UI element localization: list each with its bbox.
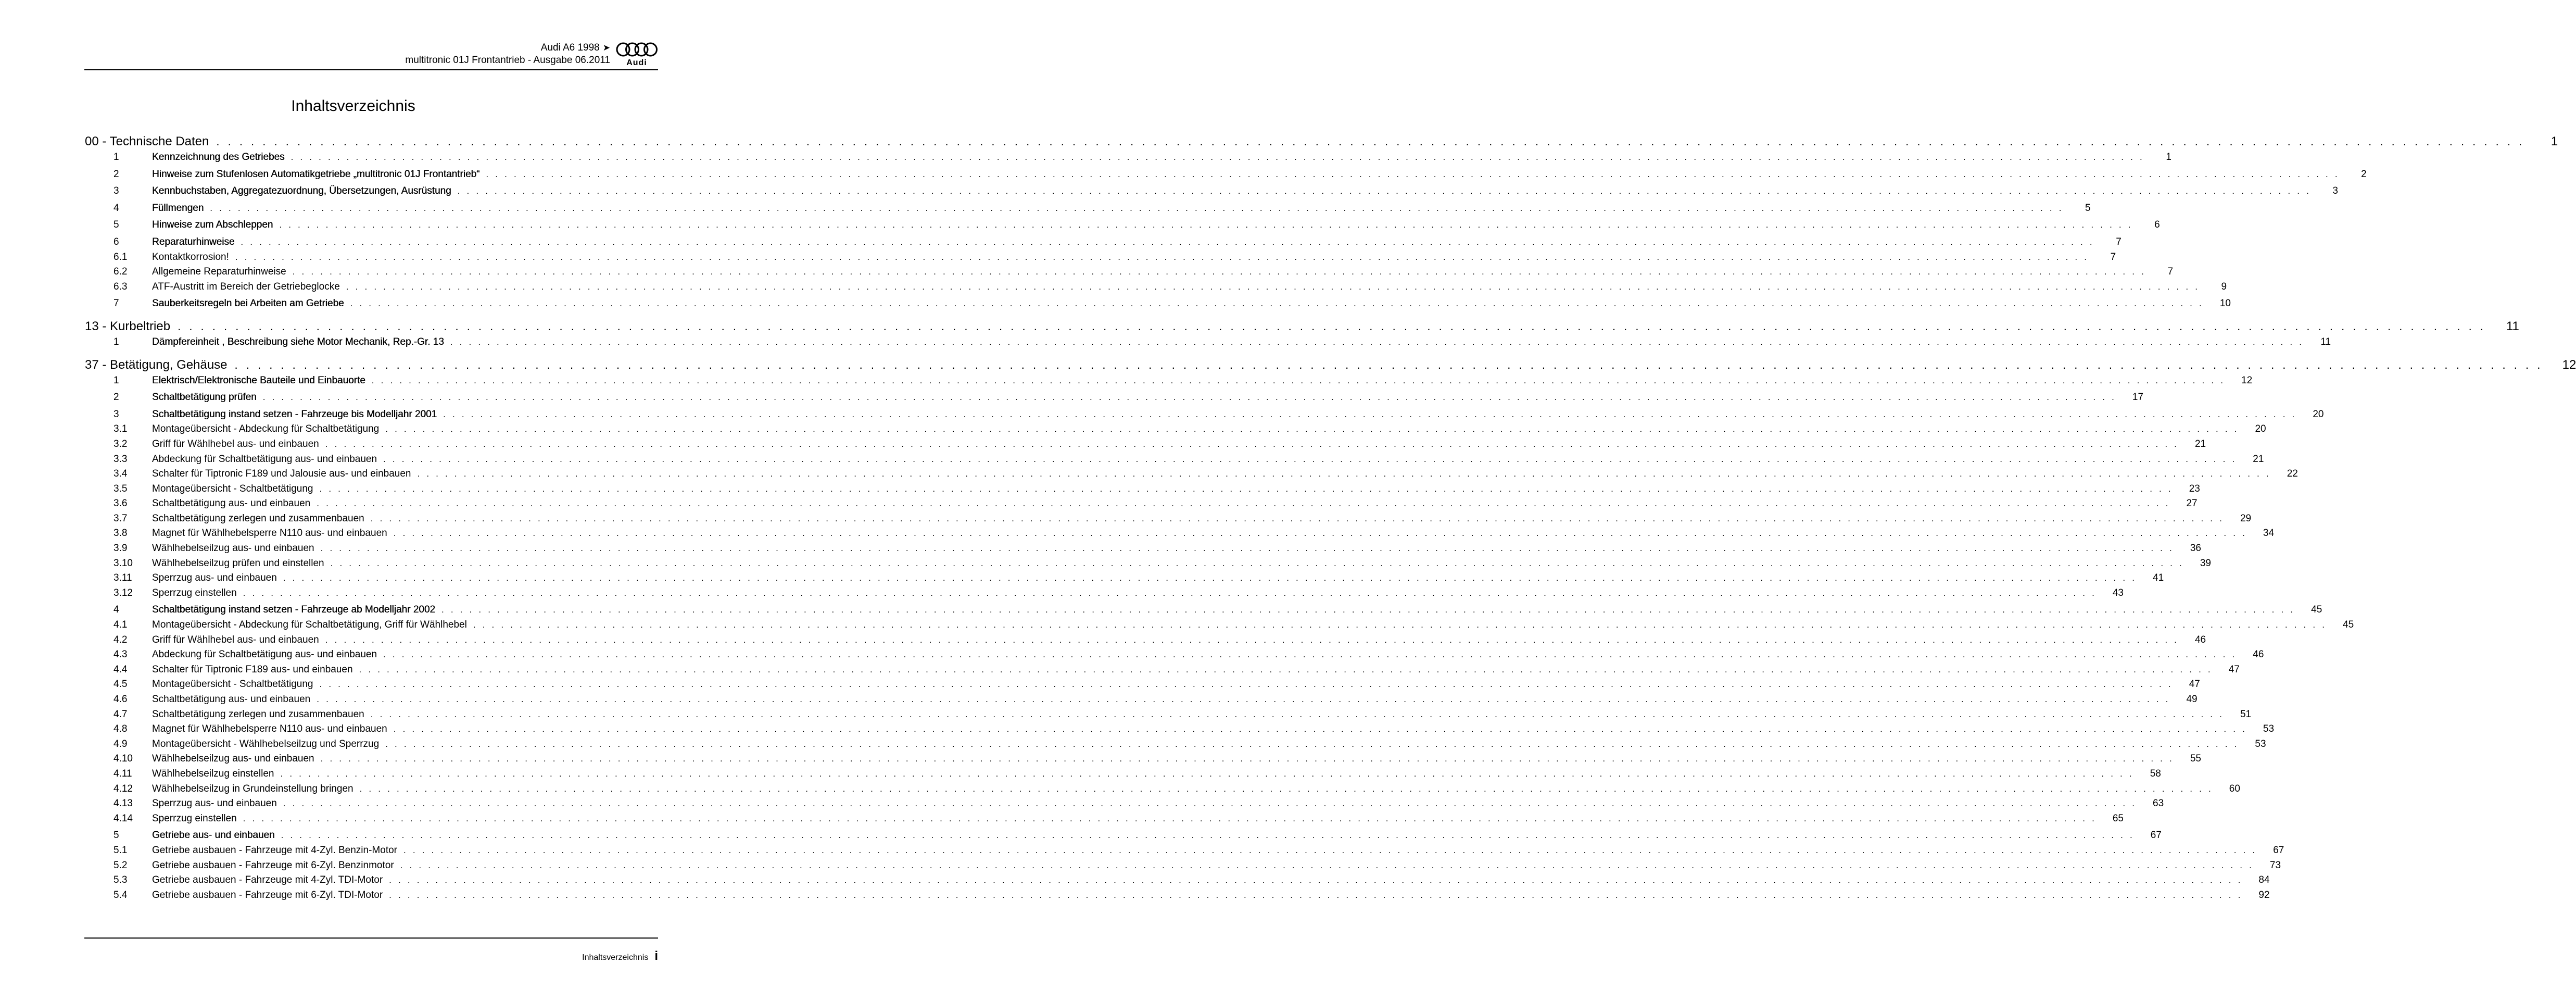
- entry-page-number: 46: [2194, 634, 2206, 645]
- audi-rings-icon: [615, 42, 658, 57]
- page-title: Inhaltsverzeichnis: [291, 97, 415, 115]
- dot-leader: . . . . . . . . . . . . . . . . . . . . . . . . . . . . . . . . . . . . . . . . . . . . . . . . . . . . . . . . . . . . . . . . . . . . . . . . . . . . . . . . . . . . . . . . . . . . . . . . . . . . . . . . . . . . . . . . . . . . . . . . . . . . . . . . . . . . . . . . . . . . . . . . . . . . . . . . . . . . . . . . . . . . . . . . . . . . . . . . . . . . . . . . . . . . . . . . . . . . . . . .: [359, 664, 2213, 674]
- dot-leader: . . . . . . . . . . . . . . . . . . . . . . . . . . . . . . . . . . . . . . . . . . . . . . . . . . . . . . . . . . . . . . . . . . . . . . . . . . . . . . . . . . . . . . . . . . . . . . . . . . . . . . . . . . . . . . . . . . . . . . . . . . . . . . . . . . . . . . . . . . . . . . . . . . . . . . . . . . . . . . . . . . . . . . . . . . . . . . . . . . . . . . . . . . . . . . . . . . . . . . . .: [443, 409, 2297, 419]
- entry-title: Hinweise zum Abschleppen: [152, 219, 273, 231]
- entry-title: ATF-Austritt im Bereich der Getriebeglocke: [152, 281, 340, 292]
- toc-entry[interactable]: [85, 782, 2240, 797]
- entry-number: 3.9: [113, 543, 128, 554]
- entry-title: Schaltbetätigung instand setzen - Fahrzeuge bis Modelljahr 2001: [152, 408, 437, 420]
- entry-number: 3.6: [113, 498, 128, 509]
- entry-page-number: 53: [2255, 738, 2266, 749]
- entry-title: Allgemeine Reparaturhinweise: [152, 266, 286, 278]
- entry-page-number: 60: [2229, 783, 2240, 794]
- entry-page-number: 45: [2311, 604, 2322, 616]
- entry-title: Schaltbetätigung zerlegen und zusammenbauen: [152, 512, 364, 524]
- entry-number: 4.3: [113, 649, 128, 660]
- toc-entry[interactable]: [85, 167, 2367, 182]
- toc-entry[interactable]: [85, 692, 2198, 707]
- toc-entry[interactable]: [85, 677, 2200, 692]
- toc-entry[interactable]: [85, 511, 2252, 527]
- table-of-contents: [85, 133, 2576, 903]
- entry-page-number: 2: [2361, 168, 2367, 180]
- toc-entry[interactable]: [85, 722, 2275, 737]
- entry-title: Elektrisch/Elektronische Bauteile und Einbauorte: [152, 374, 365, 386]
- entry-page-number: 63: [2153, 798, 2164, 809]
- entry-number: 4.8: [113, 723, 128, 735]
- header-text: [405, 42, 610, 67]
- entry-page-number: 67: [2150, 830, 2162, 841]
- dot-leader: . . . . . . . . . . . . . . . . . . . . . . . . . . . . . . . . . . . . . . . . . . . . . . . . . . . . . . . . . . . . . . . . . . . . . . . . . . . . . . . . . . . . . . . . . . . . . . . . . . . . . . . . . . . . . . . . . . . . . . . . . . . . . . . . . . . . . . . . . . . . . . . . . . . . . . . . . . . . . . . . . . . . . . . . . . . . . . . . . . . . . . . . . . . . . . . . . . . . . . . .: [283, 573, 2137, 583]
- entry-page-number: 11: [2320, 336, 2331, 347]
- entry-page-number: 7: [2110, 251, 2116, 262]
- toc-entry[interactable]: [85, 280, 2227, 295]
- toc-entry[interactable]: [85, 586, 2124, 601]
- audi-logo: [615, 42, 658, 69]
- entry-number: 3.3: [113, 453, 128, 465]
- dot-leader: . . . . . . . . . . . . . . . . . . . . . . . . . . . . . . . . . . . . . . . . . . . . . . . . . . . . . . . . . . . . . . . . . . . . . . . . . . . . . . . . . . . . . . . . . . . . . . . . . . . . . . . . . . . . . . . . . . . . . . . . . . . . . . . . . . . . . . . . . . . . . . . . . . . . . . . . . . . . . . . . . . . . . . . . . . . . . . . . . . . . . . . . . . . . . . . . . . . . . . . .: [262, 392, 2117, 403]
- dot-leader: . . . . . . . . . . . . . . . . . . . . . . . . . . . . . . . . . . . . . . . . . . . . . . . . . . . . . . . . . . . . . . . . . . . . . . . . . . . . . . . . . . . . . . . . . . . . . . . . . . . . . . . . . . . . . . . . . . . . . . . . . . . . . . . . . . . . . . . . . . . . . . . . . . . . . . . . . . . . . . . . . . . . . . . . . . . . . . . . . . . . . . . . . . . . . . . . . . . . . . . .: [279, 220, 2133, 230]
- entry-page-number: 10: [2219, 298, 2231, 309]
- dot-leader: . . . . . . . . . . . . . . . . . . . . . . . . . . . . . . . . . . . . . . . . . . . . . . . . . . . . . . . . . . . . . . . . . . . . . . . . . . . . . . . . . . . . . . . . . . . . . . . . . . . . . . . . . . . . . . . . . . . . . . . . . . . . . . . . . . . . . . . . . . . . . . . . . . . . . . . . . . . . . . . . . . . . . . . . . . . . . . . . . . . . . . . . . . . . . . . . . . . . . . . .: [216, 135, 2525, 148]
- entry-page-number: 20: [2255, 423, 2266, 435]
- toc-entry[interactable]: [85, 390, 2144, 405]
- entry-title: Dämpfereinheit , Beschreibung siehe Motor Mechanik, Rep.-Gr. 13: [152, 336, 444, 347]
- entry-number: 4: [113, 604, 119, 616]
- toc-entry[interactable]: [85, 526, 2275, 541]
- dot-leader: . . . . . . . . . . . . . . . . . . . . . . . . . . . . . . . . . . . . . . . . . . . . . . . . . . . . . . . . . . . . . . . . . . . . . . . . . . . . . . . . . . . . . . . . . . . . . . . . . . . . . . . . . . . . . . . . . . . . . . . . . . . . . . . . . . . . . . . . . . . . . . . . . . . . . . . . . . . . . . . . . . . . . . . . . . . . . . . . . . . . . . . . . . . . . . . . . . . . . . . .: [400, 860, 2254, 870]
- dot-leader: . . . . . . . . . . . . . . . . . . . . . . . . . . . . . . . . . . . . . . . . . . . . . . . . . . . . . . . . . . . . . . . . . . . . . . . . . . . . . . . . . . . . . . . . . . . . . . . . . . . . . . . . . . . . . . . . . . . . . . . . . . . . . . . . . . . . . . . . . . . . . . . . . . . . . . . . . . . . . . . . . . . . . . . . . . . . . . . . . . . . . . . . . . . . . . . . . . . . . . . .: [393, 528, 2247, 539]
- entry-page-number: 41: [2153, 572, 2164, 584]
- dot-leader: . . . . . . . . . . . . . . . . . . . . . . . . . . . . . . . . . . . . . . . . . . . . . . . . . . . . . . . . . . . . . . . . . . . . . . . . . . . . . . . . . . . . . . . . . . . . . . . . . . . . . . . . . . . . . . . . . . . . . . . . . . . . . . . . . . . . . . . . . . . . . . . . . . . . . . . . . . . . . . . . . . . . . . . . . . . . . . . . . . . . . . . . . . . . . . . . . . . . . . . .: [280, 768, 2134, 779]
- entry-title: Montageübersicht - Abdeckung für Schaltbetätigung, Griff für Wählhebel: [152, 619, 467, 631]
- dot-leader: . . . . . . . . . . . . . . . . . . . . . . . . . . . . . . . . . . . . . . . . . . . . . . . . . . . . . . . . . . . . . . . . . . . . . . . . . . . . . . . . . . . . . . . . . . . . . . . . . . . . . . . . . . . . . . . . . . . . . . . . . . . . . . . . . . . . . . . . . . . . . . . . . . . . . . . . . . . . . . . . . . . . . . . . . . . . . . . . . . . . . . . . . . . . . . . . . . . . . . . .: [486, 169, 2340, 179]
- entry-number: 2: [113, 168, 119, 180]
- entry-page-number: 17: [2132, 392, 2144, 403]
- audi-wordmark: Audi: [626, 58, 647, 67]
- toc-entry[interactable]: [85, 335, 2331, 350]
- toc-entry[interactable]: [85, 296, 2231, 311]
- entry-number: 4.12: [113, 783, 133, 794]
- dot-leader: . . . . . . . . . . . . . . . . . . . . . . . . . . . . . . . . . . . . . . . . . . . . . . . . . . . . . . . . . . . . . . . . . . . . . . . . . . . . . . . . . . . . . . . . . . . . . . . . . . . . . . . . . . . . . . . . . . . . . . . . . . . . . . . . . . . . . . . . . . . . . . . . . . . . . . . . . . . . . . . . . . . . . . . . . . . . . . . . . . . . . . . . . . . . . . . . . . . . . . . .: [320, 754, 2174, 764]
- toc-entry[interactable]: [85, 811, 2124, 827]
- entry-title: Schaltbetätigung aus- und einbauen: [152, 498, 311, 509]
- entry-page-number: 65: [2112, 813, 2124, 824]
- dot-leader: . . . . . . . . . . . . . . . . . . . . . . . . . . . . . . . . . . . . . . . . . . . . . . . . . . . . . . . . . . . . . . . . . . . . . . . . . . . . . . . . . . . . . . . . . . . . . . . . . . . . . . . . . . . . . . . . . . . . . . . . . . . . . . . . . . . . . . . . . . . . . . . . . . . . . . . . . . . . . . . . . . . . . . . . . . . . . . . . . . . . . . . . . . . . . . . . . . . . . . . .: [325, 439, 2179, 449]
- entry-number: 4.4: [113, 664, 128, 675]
- toc-entry[interactable]: [85, 603, 2322, 618]
- dot-leader: . . . . . . . . . . . . . . . . . . . . . . . . . . . . . . . . . . . . . . . . . . . . . . . . . . . . . . . . . . . . . . . . . . . . . . . . . . . . . . . . . . . . . . . . . . . . . . . . . . . . . . . . . . . . . . . . . . . . . . . . . . . . . . . . . . . . . . . . . . . . . . . . . . . . . . . . . . . . . . . . . . . . . . . . . . . . . . . . . . . . . . . . . . . . . . . . . . . . . . . .: [385, 739, 2239, 749]
- entry-number: 5: [113, 219, 119, 231]
- entry-title: Getriebe ausbauen - Fahrzeuge mit 6-Zyl. TDI-Motor: [152, 889, 383, 901]
- dot-leader: . . . . . . . . . . . . . . . . . . . . . . . . . . . . . . . . . . . . . . . . . . . . . . . . . . . . . . . . . . . . . . . . . . . . . . . . . . . . . . . . . . . . . . . . . . . . . . . . . . . . . . . . . . . . . . . . . . . . . . . . . . . . . . . . . . . . . . . . . . . . . . . . . . . . . . . . . . . . . . . . . . . . . . . . . . . . . . . . . . . . . . . . . . . . . . . . . . . . . . . .: [291, 152, 2144, 162]
- dot-leader: . . . . . . . . . . . . . . . . . . . . . . . . . . . . . . . . . . . . . . . . . . . . . . . . . . . . . . . . . . . . . . . . . . . . . . . . . . . . . . . . . . . . . . . . . . . . . . . . . . . . . . . . . . . . . . . . . . . . . . . . . . . . . . . . . . . . . . . . . . . . . . . . . . . . . . . . . . . . . . . . . . . . . . . . . . . . . . . . . . . . . . . . . . . . . . . . . . . . . . . .: [383, 649, 2237, 660]
- toc-entry[interactable]: [85, 184, 2338, 199]
- entry-number: 4.2: [113, 634, 128, 645]
- toc-entry[interactable]: [85, 843, 2284, 858]
- dot-leader: . . . . . . . . . . . . . . . . . . . . . . . . . . . . . . . . . . . . . . . . . . . . . . . . . . . . . . . . . . . . . . . . . . . . . . . . . . . . . . . . . . . . . . . . . . . . . . . . . . . . . . . . . . . . . . . . . . . . . . . . . . . . . . . . . . . . . . . . . . . . . . . . . . . . . . . . . . . . . . . . . . . . . . . . . . . . . . . . . . . . . . . . . . . . . . . . . . . . . . . .: [178, 319, 2486, 333]
- toc-entry[interactable]: [85, 422, 2266, 437]
- chapter-title: 37 - Betätigung, Gehäuse: [85, 357, 228, 372]
- entry-number: 6.2: [113, 266, 128, 278]
- entry-page-number: 36: [2190, 543, 2201, 554]
- entry-title: Kennbuchstaben, Aggregatezuordnung, Übersetzungen, Ausrüstung: [152, 185, 451, 197]
- dot-leader: . . . . . . . . . . . . . . . . . . . . . . . . . . . . . . . . . . . . . . . . . . . . . . . . . . . . . . . . . . . . . . . . . . . . . . . . . . . . . . . . . . . . . . . . . . . . . . . . . . . . . . . . . . . . . . . . . . . . . . . . . . . . . . . . . . . . . . . . . . . . . . . . . . . . . . . . . . . . . . . . . . . . . . . . . . . . . . . . . . . . . . . . . . . . . . . . . . . . . . . .: [389, 875, 2243, 885]
- page-header: [84, 42, 658, 69]
- toc-entry[interactable]: [85, 737, 2266, 752]
- header-model-line: [405, 42, 610, 54]
- entry-title: Wählhebelseilzug aus- und einbauen: [152, 753, 314, 765]
- entry-number: 4.11: [113, 768, 132, 779]
- entry-title: Schaltbetätigung instand setzen - Fahrzeuge ab Modelljahr 2002: [152, 604, 435, 616]
- dot-leader: . . . . . . . . . . . . . . . . . . . . . . . . . . . . . . . . . . . . . . . . . . . . . . . . . . . . . . . . . . . . . . . . . . . . . . . . . . . . . . . . . . . . . . . . . . . . . . . . . . . . . . . . . . . . . . . . . . . . . . . . . . . . . . . . . . . . . . . . . . . . . . . . . . . . . . . . . . . . . . . . . . . . . . . . . . . . . . . . . . . . . . . . . . . . . . . . . . . . . . . .: [350, 298, 2204, 309]
- dot-leader: . . . . . . . . . . . . . . . . . . . . . . . . . . . . . . . . . . . . . . . . . . . . . . . . . . . . . . . . . . . . . . . . . . . . . . . . . . . . . . . . . . . . . . . . . . . . . . . . . . . . . . . . . . . . . . . . . . . . . . . . . . . . . . . . . . . . . . . . . . . . . . . . . . . . . . . . . . . . . . . . . . . . . . . . . . . . . . . . . . . . . . . . . . . . . . . . . . . . . . . .: [393, 724, 2247, 734]
- toc-entry[interactable]: [85, 482, 2200, 497]
- header-subtitle: multitronic 01J Frontantrieb - Ausgabe 06.2011: [405, 55, 610, 66]
- toc-entry[interactable]: [85, 873, 2270, 888]
- entry-page-number: 21: [2253, 453, 2264, 465]
- entry-number: 3.7: [113, 512, 128, 524]
- toc-entry[interactable]: [85, 496, 2198, 511]
- dot-leader: . . . . . . . . . . . . . . . . . . . . . . . . . . . . . . . . . . . . . . . . . . . . . . . . . . . . . . . . . . . . . . . . . . . . . . . . . . . . . . . . . . . . . . . . . . . . . . . . . . . . . . . . . . . . . . . . . . . . . . . . . . . . . . . . . . . . . . . . . . . . . . . . . . . . . . . . . . . . . . . . . . . . . . . . . . . . . . . . . . . . . . . . . . . . . . . . . . . . . . . .: [370, 513, 2225, 523]
- entry-title: Wählhebelseilzug einstellen: [152, 768, 274, 779]
- entry-page-number: 58: [2150, 768, 2161, 779]
- toc-entry[interactable]: [85, 437, 2206, 452]
- toc-entry[interactable]: [85, 767, 2161, 782]
- entry-number: 3: [113, 408, 119, 420]
- entry-title: Abdeckung für Schaltbetätigung aus- und einbauen: [152, 649, 377, 660]
- entry-number: 3.5: [113, 483, 128, 494]
- entry-title: Füllmengen: [152, 202, 204, 214]
- toc-entry[interactable]: [85, 707, 2252, 722]
- entry-number: 4.14: [113, 813, 133, 824]
- entry-title: Getriebe ausbauen - Fahrzeuge mit 4-Zyl. TDI-Motor: [152, 874, 383, 886]
- chapter-title: 00 - Technische Daten: [85, 134, 209, 148]
- entry-title: Schaltbetätigung aus- und einbauen: [152, 694, 311, 705]
- entry-title: Reparaturhinweise: [152, 236, 235, 247]
- toc-entry[interactable]: [85, 218, 2160, 233]
- entry-title: Griff für Wählhebel aus- und einbauen: [152, 634, 319, 645]
- entry-number: 4.13: [113, 798, 133, 809]
- header-arrow-icon: ➤: [602, 43, 610, 53]
- entry-title: Abdeckung für Schaltbetätigung aus- und einbauen: [152, 453, 377, 465]
- entry-title: Wählhebelseilzug in Grundeinstellung bringen: [152, 783, 353, 794]
- toc-entry[interactable]: [85, 373, 2253, 389]
- entry-title: Schalter für Tiptronic F189 aus- und einbauen: [152, 664, 353, 675]
- header-divider: [84, 69, 658, 70]
- entry-page-number: 9: [2221, 281, 2227, 292]
- entry-number: 3.8: [113, 528, 128, 539]
- entry-title: Sperrzug einstellen: [152, 813, 237, 824]
- entry-number: 6.1: [113, 251, 128, 262]
- entry-number: 5.2: [113, 859, 128, 871]
- entry-title: Getriebe ausbauen - Fahrzeuge mit 4-Zyl. Benzin-Motor: [152, 844, 397, 856]
- entry-number: 4.9: [113, 738, 128, 749]
- entry-number: 1: [113, 152, 119, 162]
- dot-leader: . . . . . . . . . . . . . . . . . . . . . . . . . . . . . . . . . . . . . . . . . . . . . . . . . . . . . . . . . . . . . . . . . . . . . . . . . . . . . . . . . . . . . . . . . . . . . . . . . . . . . . . . . . . . . . . . . . . . . . . . . . . . . . . . . . . . . . . . . . . . . . . . . . . . . . . . . . . . . . . . . . . . . . . . . . . . . . . . . . . . . . . . . . . . . . . . . . . . . . . .: [417, 469, 2271, 479]
- dot-leader: . . . . . . . . . . . . . . . . . . . . . . . . . . . . . . . . . . . . . . . . . . . . . . . . . . . . . . . . . . . . . . . . . . . . . . . . . . . . . . . . . . . . . . . . . . . . . . . . . . . . . . . . . . . . . . . . . . . . . . . . . . . . . . . . . . . . . . . . . . . . . . . . . . . . . . . . . . . . . . . . . . . . . . . . . . . . . . . . . . . . . . . . . . . . . . . . . . . . . . . .: [385, 424, 2239, 434]
- entry-number: 5.3: [113, 874, 128, 886]
- entry-number: 7: [113, 298, 119, 309]
- toc-entry[interactable]: [85, 541, 2201, 556]
- entry-page-number: 22: [2287, 468, 2298, 480]
- entry-page-number: 29: [2240, 512, 2252, 524]
- entry-title: Sperrzug einstellen: [152, 587, 237, 598]
- toc-entry[interactable]: [85, 662, 2240, 678]
- entry-page-number: 84: [2258, 874, 2270, 886]
- dot-leader: . . . . . . . . . . . . . . . . . . . . . . . . . . . . . . . . . . . . . . . . . . . . . . . . . . . . . . . . . . . . . . . . . . . . . . . . . . . . . . . . . . . . . . . . . . . . . . . . . . . . . . . . . . . . . . . . . . . . . . . . . . . . . . . . . . . . . . . . . . . . . . . . . . . . . . . . . . . . . . . . . . . . . . . . . . . . . . . . . . . . . . . . . . . . . . . . . . . . . . . .: [243, 588, 2097, 598]
- dot-leader: . . . . . . . . . . . . . . . . . . . . . . . . . . . . . . . . . . . . . . . . . . . . . . . . . . . . . . . . . . . . . . . . . . . . . . . . . . . . . . . . . . . . . . . . . . . . . . . . . . . . . . . . . . . . . . . . . . . . . . . . . . . . . . . . . . . . . . . . . . . . . . . . . . . . . . . . . . . . . . . . . . . . . . . . . . . . . . . . . . . . . . . . . . . . . . . . . . . . . . . .: [450, 336, 2304, 347]
- entry-title: Montageübersicht - Wählhebelseilzug und Sperrzug: [152, 738, 380, 749]
- entry-page-number: 7: [2116, 236, 2122, 247]
- dot-leader: . . . . . . . . . . . . . . . . . . . . . . . . . . . . . . . . . . . . . . . . . . . . . . . . . . . . . . . . . . . . . . . . . . . . . . . . . . . . . . . . . . . . . . . . . . . . . . . . . . . . . . . . . . . . . . . . . . . . . . . . . . . . . . . . . . . . . . . . . . . . . . . . . . . . . . . . . . . . . . . . . . . . . . . . . . . . . . . . . . . . . . . . . . . . . . . . . . . . . . . .: [281, 830, 2135, 841]
- toc-entry[interactable]: [85, 571, 2164, 586]
- toc-entry[interactable]: [85, 796, 2164, 811]
- header-model: Audi A6 1998: [540, 42, 600, 53]
- entry-title: Hinweise zum Stufenlosen Automatikgetriebe „multitronic 01J Frontantrieb“: [152, 168, 480, 180]
- toc-entry[interactable]: [85, 407, 2324, 422]
- toc-chapter[interactable]: [85, 356, 2576, 373]
- dot-leader: . . . . . . . . . . . . . . . . . . . . . . . . . . . . . . . . . . . . . . . . . . . . . . . . . . . . . . . . . . . . . . . . . . . . . . . . . . . . . . . . . . . . . . . . . . . . . . . . . . . . . . . . . . . . . . . . . . . . . . . . . . . . . . . . . . . . . . . . . . . . . . . . . . . . . . . . . . . . . . . . . . . . . . . . . . . . . . . . . . . . . . . . . . . . . . . . . . . . . . . .: [243, 813, 2097, 823]
- entry-number: 3.12: [113, 587, 133, 598]
- toc-entry[interactable]: [85, 201, 2091, 216]
- entry-page-number: 6: [2154, 219, 2160, 231]
- entry-page-number: 27: [2186, 498, 2198, 509]
- entry-number: 1: [113, 336, 119, 347]
- toc-entry[interactable]: [85, 556, 2211, 571]
- entry-title: Schaltbetätigung prüfen: [152, 392, 257, 403]
- entry-page-number: 73: [2269, 859, 2281, 871]
- dot-leader: . . . . . . . . . . . . . . . . . . . . . . . . . . . . . . . . . . . . . . . . . . . . . . . . . . . . . . . . . . . . . . . . . . . . . . . . . . . . . . . . . . . . . . . . . . . . . . . . . . . . . . . . . . . . . . . . . . . . . . . . . . . . . . . . . . . . . . . . . . . . . . . . . . . . . . . . . . . . . . . . . . . . . . . . . . . . . . . . . . . . . . . . . . . . . . . . . . . . . . . .: [283, 798, 2137, 809]
- toc-entry[interactable]: [85, 250, 2116, 265]
- entry-title: Montageübersicht - Schaltbetätigung: [152, 483, 313, 494]
- toc-entry[interactable]: [85, 150, 2171, 165]
- entry-title: Wählhebelseilzug aus- und einbauen: [152, 543, 314, 554]
- entry-page-number: 46: [2253, 649, 2264, 660]
- entry-number: 6: [113, 236, 119, 247]
- entry-page-number: 51: [2240, 708, 2252, 720]
- entry-number: 6.3: [113, 281, 128, 292]
- dot-leader: . . . . . . . . . . . . . . . . . . . . . . . . . . . . . . . . . . . . . . . . . . . . . . . . . . . . . . . . . . . . . . . . . . . . . . . . . . . . . . . . . . . . . . . . . . . . . . . . . . . . . . . . . . . . . . . . . . . . . . . . . . . . . . . . . . . . . . . . . . . . . . . . . . . . . . . . . . . . . . . . . . . . . . . . . . . . . . . . . . . . . . . . . . . . . . . . . . . . . . . .: [325, 634, 2179, 645]
- dot-leader: . . . . . . . . . . . . . . . . . . . . . . . . . . . . . . . . . . . . . . . . . . . . . . . . . . . . . . . . . . . . . . . . . . . . . . . . . . . . . . . . . . . . . . . . . . . . . . . . . . . . . . . . . . . . . . . . . . . . . . . . . . . . . . . . . . . . . . . . . . . . . . . . . . . . . . . . . . . . . . . . . . . . . . . . . . . . . . . . . . . . . . . . . . . . . . . . . . . . . . . .: [317, 498, 2170, 509]
- entry-title: Magnet für Wählhebelsperre N110 aus- und einbauen: [152, 723, 387, 735]
- entry-page-number: 1: [2166, 152, 2171, 162]
- entry-title: Montageübersicht - Abdeckung für Schaltbetätigung: [152, 423, 380, 435]
- toc-entry[interactable]: [85, 858, 2281, 873]
- entry-page-number: 67: [2273, 844, 2284, 856]
- toc-entry[interactable]: [85, 452, 2264, 467]
- footer-label: Inhaltsverzeichnis: [582, 953, 649, 962]
- entry-page-number: 92: [2258, 889, 2270, 901]
- entry-title: Getriebe ausbauen - Fahrzeuge mit 6-Zyl. Benzinmotor: [152, 859, 394, 871]
- entry-number: 4.5: [113, 679, 128, 690]
- entry-page-number: 23: [2189, 483, 2200, 494]
- entry-page-number: 7: [2167, 266, 2174, 278]
- entry-number: 3.11: [113, 572, 132, 584]
- dot-leader: . . . . . . . . . . . . . . . . . . . . . . . . . . . . . . . . . . . . . . . . . . . . . . . . . . . . . . . . . . . . . . . . . . . . . . . . . . . . . . . . . . . . . . . . . . . . . . . . . . . . . . . . . . . . . . . . . . . . . . . . . . . . . . . . . . . . . . . . . . . . . . . . . . . . . . . . . . . . . . . . . . . . . . . . . . . . . . . . . . . . . . . . . . . . . . . . . . . . . . . .: [330, 558, 2184, 568]
- dot-leader: . . . . . . . . . . . . . . . . . . . . . . . . . . . . . . . . . . . . . . . . . . . . . . . . . . . . . . . . . . . . . . . . . . . . . . . . . . . . . . . . . . . . . . . . . . . . . . . . . . . . . . . . . . . . . . . . . . . . . . . . . . . . . . . . . . . . . . . . . . . . . . . . . . . . . . . . . . . . . . . . . . . . . . . . . . . . . . . . . . . . . . . . . . . . . . . . . . . . . . . .: [441, 605, 2295, 615]
- toc-chapter[interactable]: [85, 133, 2558, 150]
- footer-divider: [84, 938, 658, 939]
- dot-leader: . . . . . . . . . . . . . . . . . . . . . . . . . . . . . . . . . . . . . . . . . . . . . . . . . . . . . . . . . . . . . . . . . . . . . . . . . . . . . . . . . . . . . . . . . . . . . . . . . . . . . . . . . . . . . . . . . . . . . . . . . . . . . . . . . . . . . . . . . . . . . . . . . . . . . . . . . . . . . . . . . . . . . . . . . . . . . . . . . . . . . . . . . . . . . . . . . . . . . . . .: [383, 454, 2237, 464]
- toc-entry[interactable]: [85, 633, 2206, 648]
- entry-page-number: 55: [2190, 753, 2201, 765]
- entry-page-number: 34: [2263, 528, 2275, 539]
- chapter-title: 13 - Kurbeltrieb: [85, 319, 171, 333]
- entry-title: Sperrzug aus- und einbauen: [152, 798, 277, 809]
- entry-title: Magnet für Wählhebelsperre N110 aus- und einbauen: [152, 528, 387, 539]
- entry-number: 3.2: [113, 438, 128, 449]
- entry-title: Sperrzug aus- und einbauen: [152, 572, 277, 584]
- toc-entry[interactable]: [85, 752, 2201, 767]
- dot-leader: . . . . . . . . . . . . . . . . . . . . . . . . . . . . . . . . . . . . . . . . . . . . . . . . . . . . . . . . . . . . . . . . . . . . . . . . . . . . . . . . . . . . . . . . . . . . . . . . . . . . . . . . . . . . . . . . . . . . . . . . . . . . . . . . . . . . . . . . . . . . . . . . . . . . . . . . . . . . . . . . . . . . . . . . . . . . . . . . . . . . . . . . . . . . . . . . . . . . . . . .: [457, 186, 2311, 196]
- dot-leader: . . . . . . . . . . . . . . . . . . . . . . . . . . . . . . . . . . . . . . . . . . . . . . . . . . . . . . . . . . . . . . . . . . . . . . . . . . . . . . . . . . . . . . . . . . . . . . . . . . . . . . . . . . . . . . . . . . . . . . . . . . . . . . . . . . . . . . . . . . . . . . . . . . . . . . . . . . . . . . . . . . . . . . . . . . . . . . . . . . . . . . . . . . . . . . . . . . . . . . . .: [389, 890, 2243, 900]
- entry-title: Kontaktkorrosion!: [152, 251, 229, 262]
- entry-title: Getriebe aus- und einbauen: [152, 830, 275, 841]
- entry-page-number: 3: [2332, 185, 2338, 197]
- toc-entry[interactable]: [85, 647, 2264, 662]
- dot-leader: . . . . . . . . . . . . . . . . . . . . . . . . . . . . . . . . . . . . . . . . . . . . . . . . . . . . . . . . . . . . . . . . . . . . . . . . . . . . . . . . . . . . . . . . . . . . . . . . . . . . . . . . . . . . . . . . . . . . . . . . . . . . . . . . . . . . . . . . . . . . . . . . . . . . . . . . . . . . . . . . . . . . . . . . . . . . . . . . . . . . . . . . . . . . . . . . . . . . . . . .: [403, 845, 2257, 855]
- dot-leader: . . . . . . . . . . . . . . . . . . . . . . . . . . . . . . . . . . . . . . . . . . . . . . . . . . . . . . . . . . . . . . . . . . . . . . . . . . . . . . . . . . . . . . . . . . . . . . . . . . . . . . . . . . . . . . . . . . . . . . . . . . . . . . . . . . . . . . . . . . . . . . . . . . . . . . . . . . . . . . . . . . . . . . . . . . . . . . . . . . . . . . . . . . . . . . . . . . . . . . . .: [319, 679, 2173, 690]
- entry-page-number: 43: [2112, 587, 2124, 598]
- toc-entry[interactable]: [85, 467, 2298, 482]
- entry-number: 1: [113, 374, 119, 386]
- entry-number: 3.10: [113, 557, 133, 569]
- dot-leader: . . . . . . . . . . . . . . . . . . . . . . . . . . . . . . . . . . . . . . . . . . . . . . . . . . . . . . . . . . . . . . . . . . . . . . . . . . . . . . . . . . . . . . . . . . . . . . . . . . . . . . . . . . . . . . . . . . . . . . . . . . . . . . . . . . . . . . . . . . . . . . . . . . . . . . . . . . . . . . . . . . . . . . . . . . . . . . . . . . . . . . . . . . . . . . . . . . . . . . . .: [319, 483, 2173, 494]
- entry-page-number: 39: [2200, 557, 2211, 569]
- entry-title: Wählhebelseilzug prüfen und einstellen: [152, 557, 324, 569]
- dot-leader: . . . . . . . . . . . . . . . . . . . . . . . . . . . . . . . . . . . . . . . . . . . . . . . . . . . . . . . . . . . . . . . . . . . . . . . . . . . . . . . . . . . . . . . . . . . . . . . . . . . . . . . . . . . . . . . . . . . . . . . . . . . . . . . . . . . . . . . . . . . . . . . . . . . . . . . . . . . . . . . . . . . . . . . . . . . . . . . . . . . . . . . . . . . . . . . . . . . . . . . .: [235, 252, 2089, 262]
- chapter-page-number: 12: [2562, 357, 2576, 372]
- entry-title: Schalter für Tiptronic F189 und Jalousie aus- und einbauen: [152, 468, 411, 480]
- dot-leader: . . . . . . . . . . . . . . . . . . . . . . . . . . . . . . . . . . . . . . . . . . . . . . . . . . . . . . . . . . . . . . . . . . . . . . . . . . . . . . . . . . . . . . . . . . . . . . . . . . . . . . . . . . . . . . . . . . . . . . . . . . . . . . . . . . . . . . . . . . . . . . . . . . . . . . . . . . . . . . . . . . . . . . . . . . . . . . . . . . . . . . . . . . . . . . . . . . . . . . . .: [210, 203, 2064, 213]
- entry-page-number: 53: [2263, 723, 2275, 735]
- entry-number: 5.4: [113, 889, 128, 901]
- entry-title: Griff für Wählhebel aus- und einbauen: [152, 438, 319, 449]
- dot-leader: . . . . . . . . . . . . . . . . . . . . . . . . . . . . . . . . . . . . . . . . . . . . . . . . . . . . . . . . . . . . . . . . . . . . . . . . . . . . . . . . . . . . . . . . . . . . . . . . . . . . . . . . . . . . . . . . . . . . . . . . . . . . . . . . . . . . . . . . . . . . . . . . . . . . . . . . . . . . . . . . . . . . . . . . . . . . . . . . . . . . . . . . . . . . . . . . . . . . . . . .: [234, 358, 2543, 371]
- toc-entry[interactable]: [85, 828, 2162, 843]
- entry-number: 3.4: [113, 468, 128, 480]
- footer-page-number: i: [654, 949, 658, 963]
- toc-entry[interactable]: [85, 618, 2354, 633]
- toc-entry[interactable]: [85, 888, 2270, 903]
- entry-page-number: 20: [2313, 408, 2324, 420]
- dot-leader: . . . . . . . . . . . . . . . . . . . . . . . . . . . . . . . . . . . . . . . . . . . . . . . . . . . . . . . . . . . . . . . . . . . . . . . . . . . . . . . . . . . . . . . . . . . . . . . . . . . . . . . . . . . . . . . . . . . . . . . . . . . . . . . . . . . . . . . . . . . . . . . . . . . . . . . . . . . . . . . . . . . . . . . . . . . . . . . . . . . . . . . . . . . . . . . . . . . . . . . .: [370, 709, 2225, 719]
- entry-number: 5.1: [113, 844, 128, 856]
- toc-entry[interactable]: [85, 235, 2122, 250]
- entry-title: Schaltbetätigung zerlegen und zusammenbauen: [152, 708, 364, 720]
- entry-number: 4.1: [113, 619, 128, 631]
- chapter-page-number: 11: [2506, 319, 2519, 333]
- entry-page-number: 45: [2343, 619, 2354, 631]
- entry-title: Kennzeichnung des Getriebes: [152, 152, 285, 162]
- entry-page-number: 12: [2241, 374, 2253, 386]
- entry-number: 2: [113, 392, 119, 403]
- entry-page-number: 49: [2186, 694, 2198, 705]
- dot-leader: . . . . . . . . . . . . . . . . . . . . . . . . . . . . . . . . . . . . . . . . . . . . . . . . . . . . . . . . . . . . . . . . . . . . . . . . . . . . . . . . . . . . . . . . . . . . . . . . . . . . . . . . . . . . . . . . . . . . . . . . . . . . . . . . . . . . . . . . . . . . . . . . . . . . . . . . . . . . . . . . . . . . . . . . . . . . . . . . . . . . . . . . . . . . . . . . . . . . . . . .: [346, 281, 2200, 292]
- entry-page-number: 5: [2085, 202, 2091, 214]
- toc-chapter[interactable]: [85, 318, 2519, 335]
- entry-number: 4.6: [113, 694, 128, 705]
- dot-leader: . . . . . . . . . . . . . . . . . . . . . . . . . . . . . . . . . . . . . . . . . . . . . . . . . . . . . . . . . . . . . . . . . . . . . . . . . . . . . . . . . . . . . . . . . . . . . . . . . . . . . . . . . . . . . . . . . . . . . . . . . . . . . . . . . . . . . . . . . . . . . . . . . . . . . . . . . . . . . . . . . . . . . . . . . . . . . . . . . . . . . . . . . . . . . . . . . . . . . . . .: [359, 783, 2213, 794]
- entry-number: 3.1: [113, 423, 128, 435]
- page-footer: [582, 949, 658, 964]
- dot-leader: . . . . . . . . . . . . . . . . . . . . . . . . . . . . . . . . . . . . . . . . . . . . . . . . . . . . . . . . . . . . . . . . . . . . . . . . . . . . . . . . . . . . . . . . . . . . . . . . . . . . . . . . . . . . . . . . . . . . . . . . . . . . . . . . . . . . . . . . . . . . . . . . . . . . . . . . . . . . . . . . . . . . . . . . . . . . . . . . . . . . . . . . . . . . . . . . . . . . . . . .: [292, 267, 2146, 277]
- entry-page-number: 47: [2189, 679, 2200, 690]
- dot-leader: . . . . . . . . . . . . . . . . . . . . . . . . . . . . . . . . . . . . . . . . . . . . . . . . . . . . . . . . . . . . . . . . . . . . . . . . . . . . . . . . . . . . . . . . . . . . . . . . . . . . . . . . . . . . . . . . . . . . . . . . . . . . . . . . . . . . . . . . . . . . . . . . . . . . . . . . . . . . . . . . . . . . . . . . . . . . . . . . . . . . . . . . . . . . . . . . . . . . . . . .: [317, 694, 2170, 704]
- dot-leader: . . . . . . . . . . . . . . . . . . . . . . . . . . . . . . . . . . . . . . . . . . . . . . . . . . . . . . . . . . . . . . . . . . . . . . . . . . . . . . . . . . . . . . . . . . . . . . . . . . . . . . . . . . . . . . . . . . . . . . . . . . . . . . . . . . . . . . . . . . . . . . . . . . . . . . . . . . . . . . . . . . . . . . . . . . . . . . . . . . . . . . . . . . . . . . . . . . . . . . . .: [473, 620, 2327, 630]
- dot-leader: . . . . . . . . . . . . . . . . . . . . . . . . . . . . . . . . . . . . . . . . . . . . . . . . . . . . . . . . . . . . . . . . . . . . . . . . . . . . . . . . . . . . . . . . . . . . . . . . . . . . . . . . . . . . . . . . . . . . . . . . . . . . . . . . . . . . . . . . . . . . . . . . . . . . . . . . . . . . . . . . . . . . . . . . . . . . . . . . . . . . . . . . . . . . . . . . . . . . . . . .: [371, 375, 2226, 385]
- dot-leader: . . . . . . . . . . . . . . . . . . . . . . . . . . . . . . . . . . . . . . . . . . . . . . . . . . . . . . . . . . . . . . . . . . . . . . . . . . . . . . . . . . . . . . . . . . . . . . . . . . . . . . . . . . . . . . . . . . . . . . . . . . . . . . . . . . . . . . . . . . . . . . . . . . . . . . . . . . . . . . . . . . . . . . . . . . . . . . . . . . . . . . . . . . . . . . . . . . . . . . . .: [241, 236, 2094, 247]
- dot-leader: . . . . . . . . . . . . . . . . . . . . . . . . . . . . . . . . . . . . . . . . . . . . . . . . . . . . . . . . . . . . . . . . . . . . . . . . . . . . . . . . . . . . . . . . . . . . . . . . . . . . . . . . . . . . . . . . . . . . . . . . . . . . . . . . . . . . . . . . . . . . . . . . . . . . . . . . . . . . . . . . . . . . . . . . . . . . . . . . . . . . . . . . . . . . . . . . . . . . . . . .: [320, 543, 2174, 554]
- entry-page-number: 21: [2194, 438, 2206, 449]
- entry-number: 3: [113, 185, 119, 197]
- entry-title: Sauberkeitsregeln bei Arbeiten am Getriebe: [152, 298, 344, 309]
- entry-number: 4: [113, 202, 119, 214]
- toc-entry[interactable]: [85, 265, 2174, 280]
- entry-title: Montageübersicht - Schaltbetätigung: [152, 679, 313, 690]
- entry-number: 4.7: [113, 708, 128, 720]
- entry-number: 5: [113, 830, 119, 841]
- chapter-page-number: 1: [2550, 134, 2558, 148]
- entry-number: 4.10: [113, 753, 133, 765]
- entry-page-number: 47: [2228, 664, 2240, 675]
